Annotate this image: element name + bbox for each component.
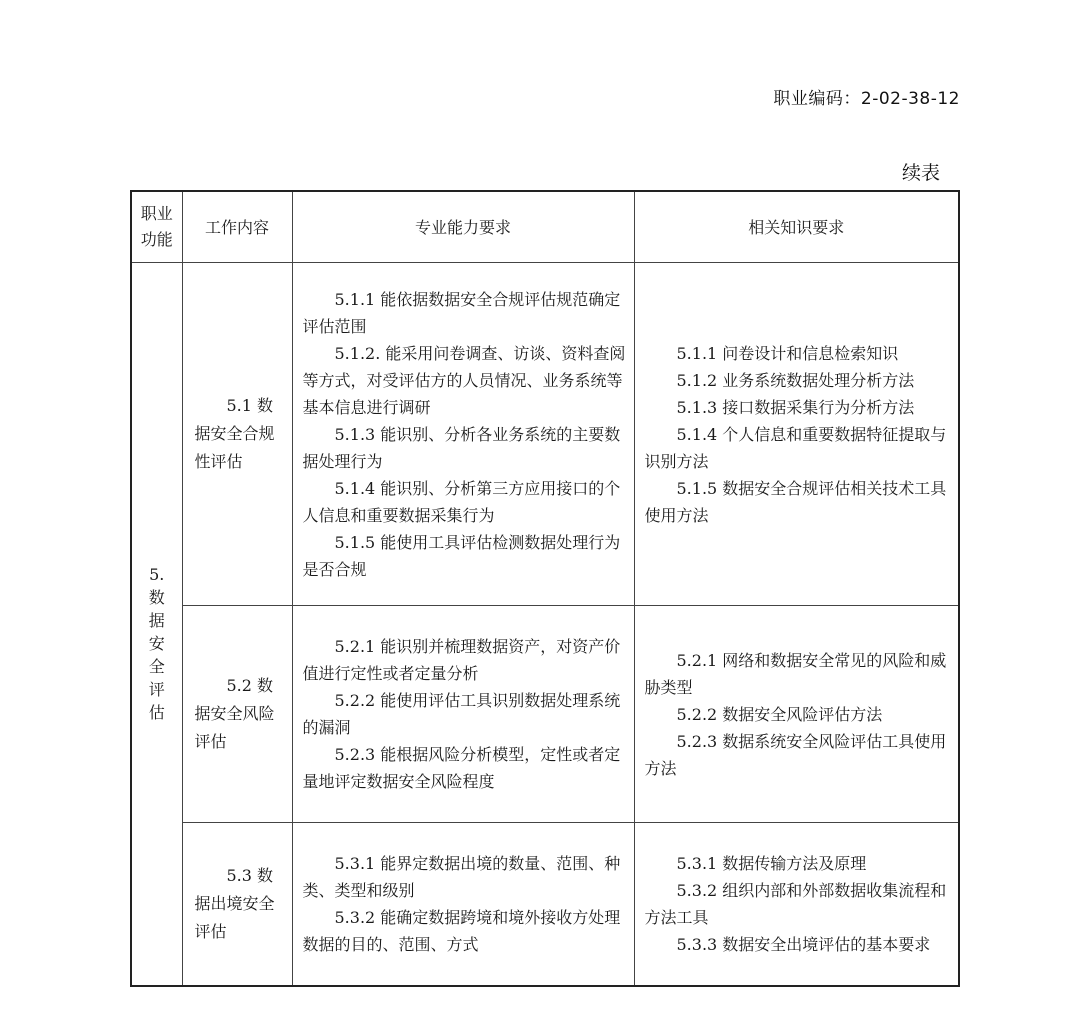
skill-item: 5.3.1 能界定数据出境的数量、范围、种类、类型和级别 <box>302 854 621 900</box>
function-label: 5.数据安全评估 <box>148 564 165 722</box>
knowledge-item: 5.1.2 业务系统数据处理分析方法 <box>676 370 915 390</box>
continued-label: 续表 <box>901 162 940 184</box>
skill-item: 5.1.5 能使用工具评估检测数据处理行为是否合规 <box>302 532 621 579</box>
occupation-code: 职业编码：2-02-38-12 <box>773 89 960 109</box>
knowledge-cell <box>634 823 959 987</box>
work-cell: 5.2 数据安全风险评估 <box>182 606 292 823</box>
work-cell: 5.1 数据安全合规性评估 <box>182 263 292 606</box>
table-row <box>131 606 959 823</box>
competency-table <box>130 190 960 987</box>
knowledge-item: 5.1.1 问卷设计和信息检索知识 <box>676 343 899 363</box>
header-skill: 专业能力要求 <box>292 191 634 263</box>
header-knowledge: 相关知识要求 <box>634 191 959 263</box>
knowledge-item: 5.1.3 接口数据采集行为分析方法 <box>676 397 915 417</box>
knowledge-item: 5.2.3 数据系统安全风险评估工具使用方法 <box>644 731 947 778</box>
table-row <box>131 263 959 606</box>
knowledge-item: 5.2.1 网络和数据安全常见的风险和威胁类型 <box>644 650 947 697</box>
knowledge-item: 5.2.2 数据安全风险评估方法 <box>676 704 883 724</box>
header-work: 工作内容 <box>182 191 292 263</box>
skill-item: 5.2.2 能使用评估工具识别数据处理系统的漏洞 <box>302 691 621 737</box>
skill-item: 5.2.1 能识别并梳理数据资产，对资产价值进行定性或者定量分析 <box>302 637 621 683</box>
knowledge-item: 5.1.5 数据安全合规评估相关技术工具使用方法 <box>644 478 947 525</box>
skill-item: 5.3.2 能确定数据跨境和境外接收方处理数据的目的、范围、方式 <box>302 908 621 954</box>
skill-item: 5.1.1 能依据数据安全合规评估规范确定评估范围 <box>302 289 621 336</box>
skill-item: 5.1.2. 能采用问卷调查、访谈、资料查阅等方式，对受评估方的人员情况、业务系统等基本信息进行调研 <box>302 343 626 417</box>
header-function: 职业功能 <box>131 191 182 263</box>
skill-item: 5.1.4 能识别、分析第三方应用接口的个人信息和重要数据采集行为 <box>302 478 621 525</box>
knowledge-item: 5.3.2 组织内部和外部数据收集流程和方法工具 <box>644 881 947 927</box>
work-cell: 5.3 数据出境安全评估 <box>182 823 292 987</box>
knowledge-item: 5.3.1 数据传输方法及原理 <box>676 854 867 873</box>
skill-cell <box>292 606 634 823</box>
table-header-row <box>131 191 959 263</box>
skill-cell <box>292 263 634 606</box>
knowledge-item: 5.3.3 数据安全出境评估的基本要求 <box>676 935 931 954</box>
skill-item: 5.1.3 能识别、分析各业务系统的主要数据处理行为 <box>302 424 621 471</box>
skill-item: 5.2.3 能根据风险分析模型，定性或者定量地评定数据安全风险程度 <box>302 745 621 791</box>
knowledge-cell <box>634 263 959 606</box>
knowledge-cell <box>634 606 959 823</box>
knowledge-item: 5.1.4 个人信息和重要数据特征提取与识别方法 <box>644 424 947 471</box>
skill-cell <box>292 823 634 987</box>
table-row <box>131 823 959 987</box>
function-cell <box>131 263 182 987</box>
